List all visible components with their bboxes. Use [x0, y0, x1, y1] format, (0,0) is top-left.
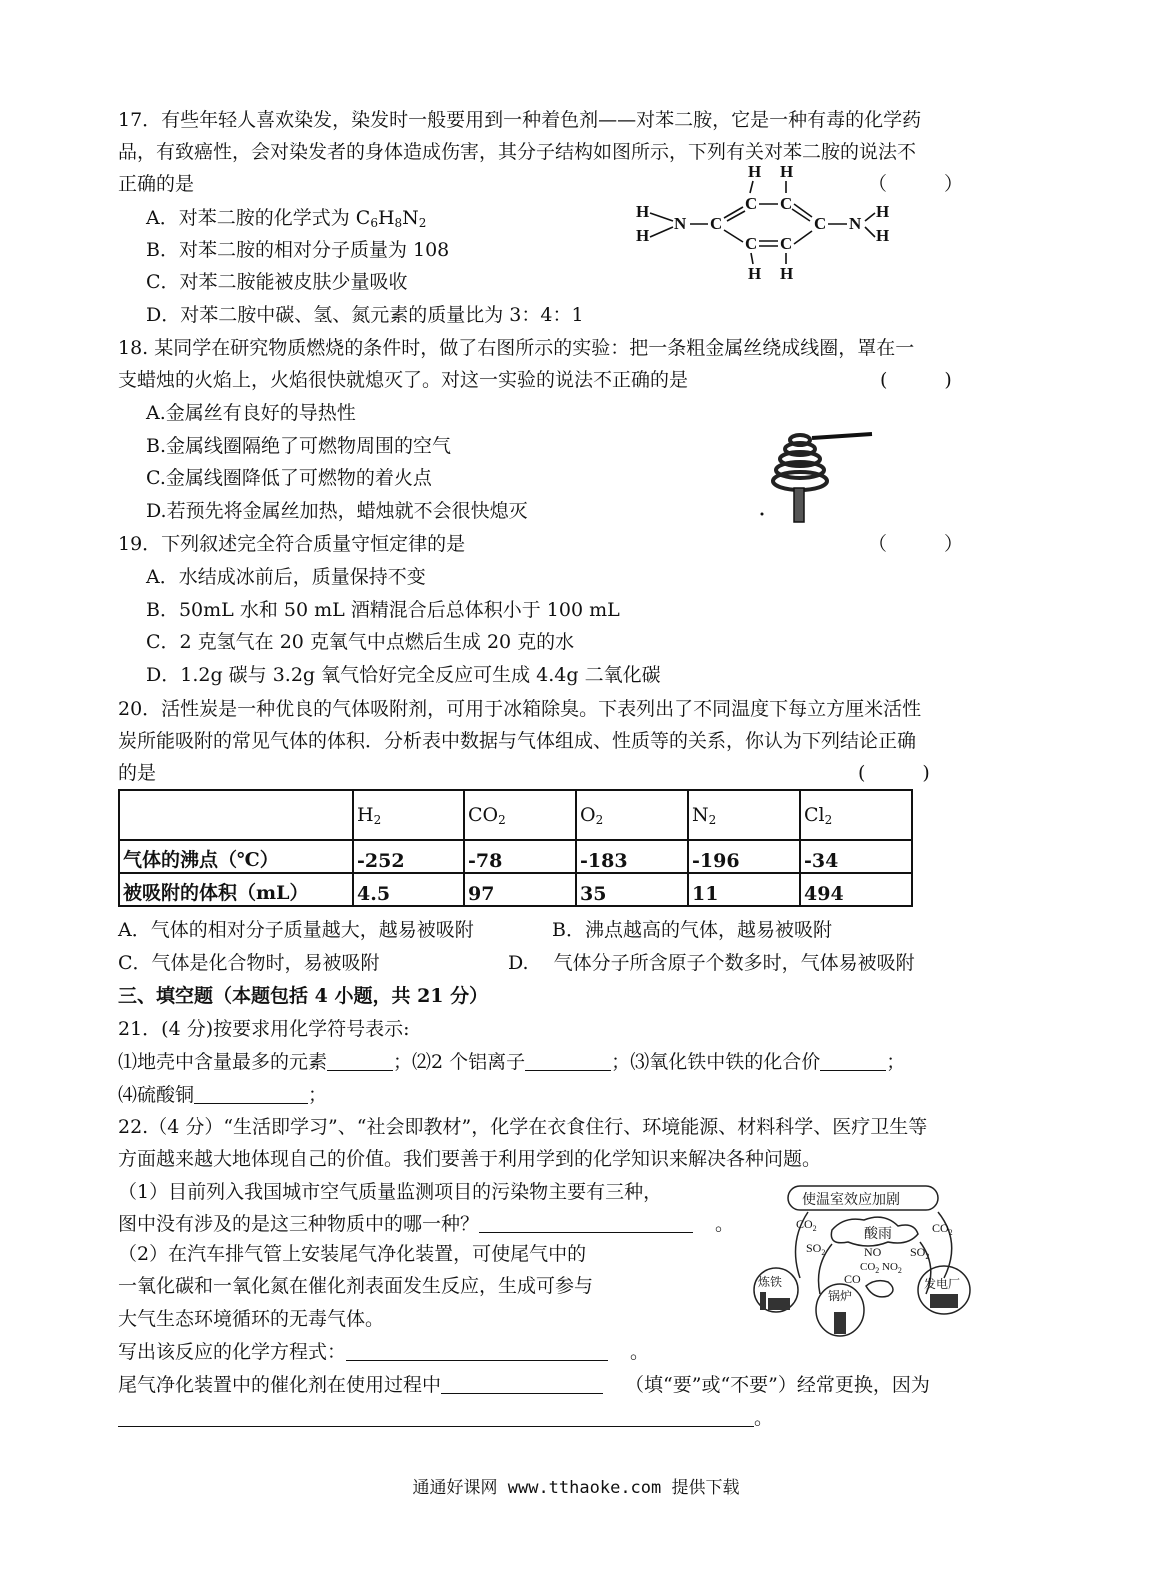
- answer-blank[interactable]: [327, 1052, 393, 1071]
- metal-coil-candle-illustration: [764, 418, 884, 530]
- struct-h-left-lower: H: [636, 226, 650, 245]
- table-header-cell: $O_2$: [576, 790, 688, 840]
- diagram-so2-left: $SO_2$: [806, 1241, 826, 1257]
- boiler-icon: [834, 1312, 846, 1334]
- struct-h-top-left: H: [748, 162, 762, 181]
- q17-option-b: B．对苯二胺的相对分子质量为 108: [146, 239, 450, 261]
- q21-part4-line: ⑷硫酸铜 ；: [118, 1084, 328, 1106]
- table-row: [119, 840, 912, 873]
- q22-reason-line: 。: [118, 1406, 773, 1430]
- struct-c-left: C: [710, 214, 723, 233]
- gas-adsorption-table: [118, 789, 913, 907]
- q19-option-a: A．水结成冰前后，质量保持不变: [146, 566, 426, 588]
- struct-h-right-upper: H: [876, 202, 890, 221]
- q18-line2: 支蜡烛的火焰上，火焰很快就熄灭了。对这一实验的说法不正确的是: [118, 369, 689, 391]
- q18-line1: 18. 某同学在研究物质燃烧的条件时，做了右图所示的实验：把一条粗金属丝绕成线圈，罩在一: [118, 337, 915, 359]
- answer-blank[interactable]: [194, 1085, 308, 1104]
- diagram-so2-right: $SO_2$: [910, 1245, 930, 1261]
- answer-blank[interactable]: [820, 1052, 886, 1071]
- struct-h-bottom-right: H: [780, 264, 794, 283]
- power-plant-icon: [930, 1294, 958, 1308]
- diagram-co2-right: $CO_2$: [932, 1221, 953, 1237]
- struct-h-right-lower: H: [876, 226, 890, 245]
- q20-option-c: C．气体是化合物时，易被吸附: [118, 952, 380, 974]
- q21-parts-line: ⑴地壳中含量最多的元素 ；⑵2 个铝离子 ；⑶氧化铁中铁的化合价 ；: [118, 1051, 906, 1073]
- diagram-no: NO: [864, 1245, 882, 1259]
- table-row-label: 气体的沸点（℃）: [119, 840, 353, 873]
- table-header-cell: [119, 790, 353, 840]
- phenylenediamine-structure-diagram: [628, 160, 908, 285]
- struct-n-left: N: [674, 214, 687, 233]
- diagram-co2-center: $CO_2$: [860, 1261, 880, 1275]
- answer-blank[interactable]: [525, 1052, 611, 1071]
- diagram-steel: 炼铁: [758, 1275, 783, 1289]
- factory-chimney-icon: [760, 1292, 766, 1310]
- table-row: [119, 873, 912, 906]
- table-cell: -34: [800, 840, 912, 873]
- answer-blank[interactable]: [441, 1375, 603, 1394]
- section-title: 三、填空题（本题包括 4 小题，共 21 分）: [118, 985, 489, 1007]
- q19-option-b: B．50mL 水和 50 mL 酒精混合后总体积小于 100 mL: [146, 599, 620, 621]
- equation-blank[interactable]: [346, 1342, 608, 1361]
- q18-option-b: B.金属线圈隔绝了可燃物周围的空气: [146, 435, 452, 457]
- diagram-boiler: 锅炉: [828, 1289, 853, 1303]
- table-cell: 97: [464, 873, 576, 906]
- struct-n-right: N: [849, 214, 862, 233]
- table-header-row: [119, 790, 912, 840]
- q20-line2: 炭所能吸附的常见气体的体积．分析表中数据与气体组成、性质等的关系，你认为下列结论正确: [118, 730, 917, 752]
- q19-answer-bracket: （ ）: [868, 533, 964, 555]
- q20-answer-bracket: ( ): [858, 762, 930, 784]
- diagram-no2: $NO_2$: [882, 1261, 902, 1275]
- answer-blank[interactable]: [118, 1408, 754, 1427]
- table-row-label: 被吸附的体积（mL）: [119, 873, 353, 906]
- struct-c-top-right: C: [780, 194, 793, 213]
- q22-sub1-line1: （1）目前列入我国城市空气质量监测项目的污染物主要有三种，: [118, 1181, 663, 1203]
- table-cell: -78: [464, 840, 576, 873]
- table-cell: 4.5: [353, 873, 464, 906]
- table-cell: -196: [688, 840, 800, 873]
- answer-blank[interactable]: [479, 1214, 693, 1233]
- page-footer: 通通好课网 www.tthaoke.com 提供下载: [412, 1478, 740, 1498]
- q22-line2: 方面越来越大地体现自己的价值。我们要善于利用学到的化学知识来解决各种问题。: [118, 1148, 822, 1170]
- q20-option-a: A．气体的相对分子质量越大，越易被吸附: [118, 919, 474, 941]
- diagram-acid-rain: 酸雨: [864, 1227, 892, 1242]
- q22-sub1-line2: 图中没有涉及的是这三种物质中的哪一种？ 。: [118, 1213, 735, 1235]
- q22-catalyst-line: 尾气净化装置中的催化剂在使用过程中 （填“要”或“不要”）经常更换，因为: [118, 1374, 930, 1396]
- table-header-cell: $H_2$: [353, 790, 464, 840]
- q17-option-c: C．对苯二胺能被皮肤少量吸收: [146, 271, 408, 293]
- struct-c-top-left: C: [745, 194, 758, 213]
- q22-line1: 22.（4 分）“生活即学习”、“社会即教材”，化学在衣食住行、环境能源、材料科学、医疗卫生等: [118, 1116, 928, 1138]
- q20-option-d: D. 气体分子所含原子个数多时，气体易被吸附: [508, 952, 915, 974]
- q19-line1: 19．下列叙述完全符合质量守恒定律的是: [118, 533, 466, 555]
- q20-line3: 的是: [118, 762, 157, 784]
- table-header-cell: $Cl_2$: [800, 790, 912, 840]
- q22-equation-line: 写出该反应的化学方程式： 。: [118, 1341, 650, 1363]
- table-cell: 35: [576, 873, 688, 906]
- q18-option-a: A.金属丝有良好的导热性: [146, 402, 356, 424]
- struct-h-top-right: H: [780, 162, 794, 181]
- diagram-co2-left: $CO_2$: [796, 1217, 817, 1233]
- table-cell: -252: [353, 840, 464, 873]
- q17-option-d: D．对苯二胺中碳、氢、氮元素的质量比为 3：4：1: [146, 304, 584, 326]
- table-cell: 11: [688, 873, 800, 906]
- q19-option-d: D．1.2g 碳与 3.2g 氧气恰好完全反应可生成 4.4g 二氧化碳: [146, 664, 661, 686]
- q20-option-b: B．沸点越高的气体，越易被吸附: [552, 919, 832, 941]
- diagram-co: CO: [844, 1272, 861, 1286]
- q18-option-d: D.若预先将金属丝加热，蜡烛就不会很快熄灭: [146, 500, 528, 522]
- table-header-cell: $N_2$: [688, 790, 800, 840]
- air-pollution-diagram: [748, 1182, 980, 1342]
- q22-sub2-line1: （2）在汽车排气管上安装尾气净化装置，可使尾气中的: [118, 1243, 587, 1265]
- struct-h-bottom-left: H: [748, 264, 762, 283]
- q19-option-c: C．2 克氢气在 20 克氧气中点燃后生成 20 克的水: [146, 631, 575, 653]
- q17-line1: 17．有些年轻人喜欢染发，染发时一般要用到一种着色剂——对苯二胺，它是一种有毒的化学药: [118, 109, 922, 131]
- table-header-cell: $CO_2$: [464, 790, 576, 840]
- table-cell: 494: [800, 873, 912, 906]
- q17-line3: 正确的是: [118, 173, 195, 195]
- q18-option-c: C.金属线圈降低了可燃物的着火点: [146, 467, 432, 489]
- diagram-banner: 使温室效应加剧: [802, 1193, 900, 1208]
- struct-c-bottom-right: C: [780, 234, 793, 253]
- struct-c-right: C: [814, 214, 827, 233]
- factory-building-icon: [768, 1298, 790, 1310]
- struct-h-left-upper: H: [636, 202, 650, 221]
- q17-line2: 品，有致癌性，会对染发者的身体造成伤害，其分子结构如图所示，下列有关对苯二胺的说法不: [118, 141, 917, 163]
- q20-line1: 20．活性炭是一种优良的气体吸附剂，可用于冰箱除臭。下表列出了不同温度下每立方厘米活性: [118, 698, 922, 720]
- diagram-power-plant: 发电厂: [924, 1277, 961, 1291]
- q21-line1: 21．(4 分)按要求用化学符号表示:: [118, 1018, 410, 1040]
- q22-sub2-line2: 一氧化碳和一氧化氮在催化剂表面发生反应，生成可参与: [118, 1275, 594, 1297]
- q22-sub2-line3: 大气生态环境循环的无毒气体。: [118, 1308, 385, 1330]
- q17-answer-bracket: （ ）: [868, 173, 964, 195]
- struct-c-bottom-left: C: [745, 234, 758, 253]
- q17-option-a: A．对苯二胺的化学式为 $C_6H_8N_2$: [146, 207, 427, 230]
- table-cell: -183: [576, 840, 688, 873]
- q18-answer-bracket: ( ): [880, 369, 952, 391]
